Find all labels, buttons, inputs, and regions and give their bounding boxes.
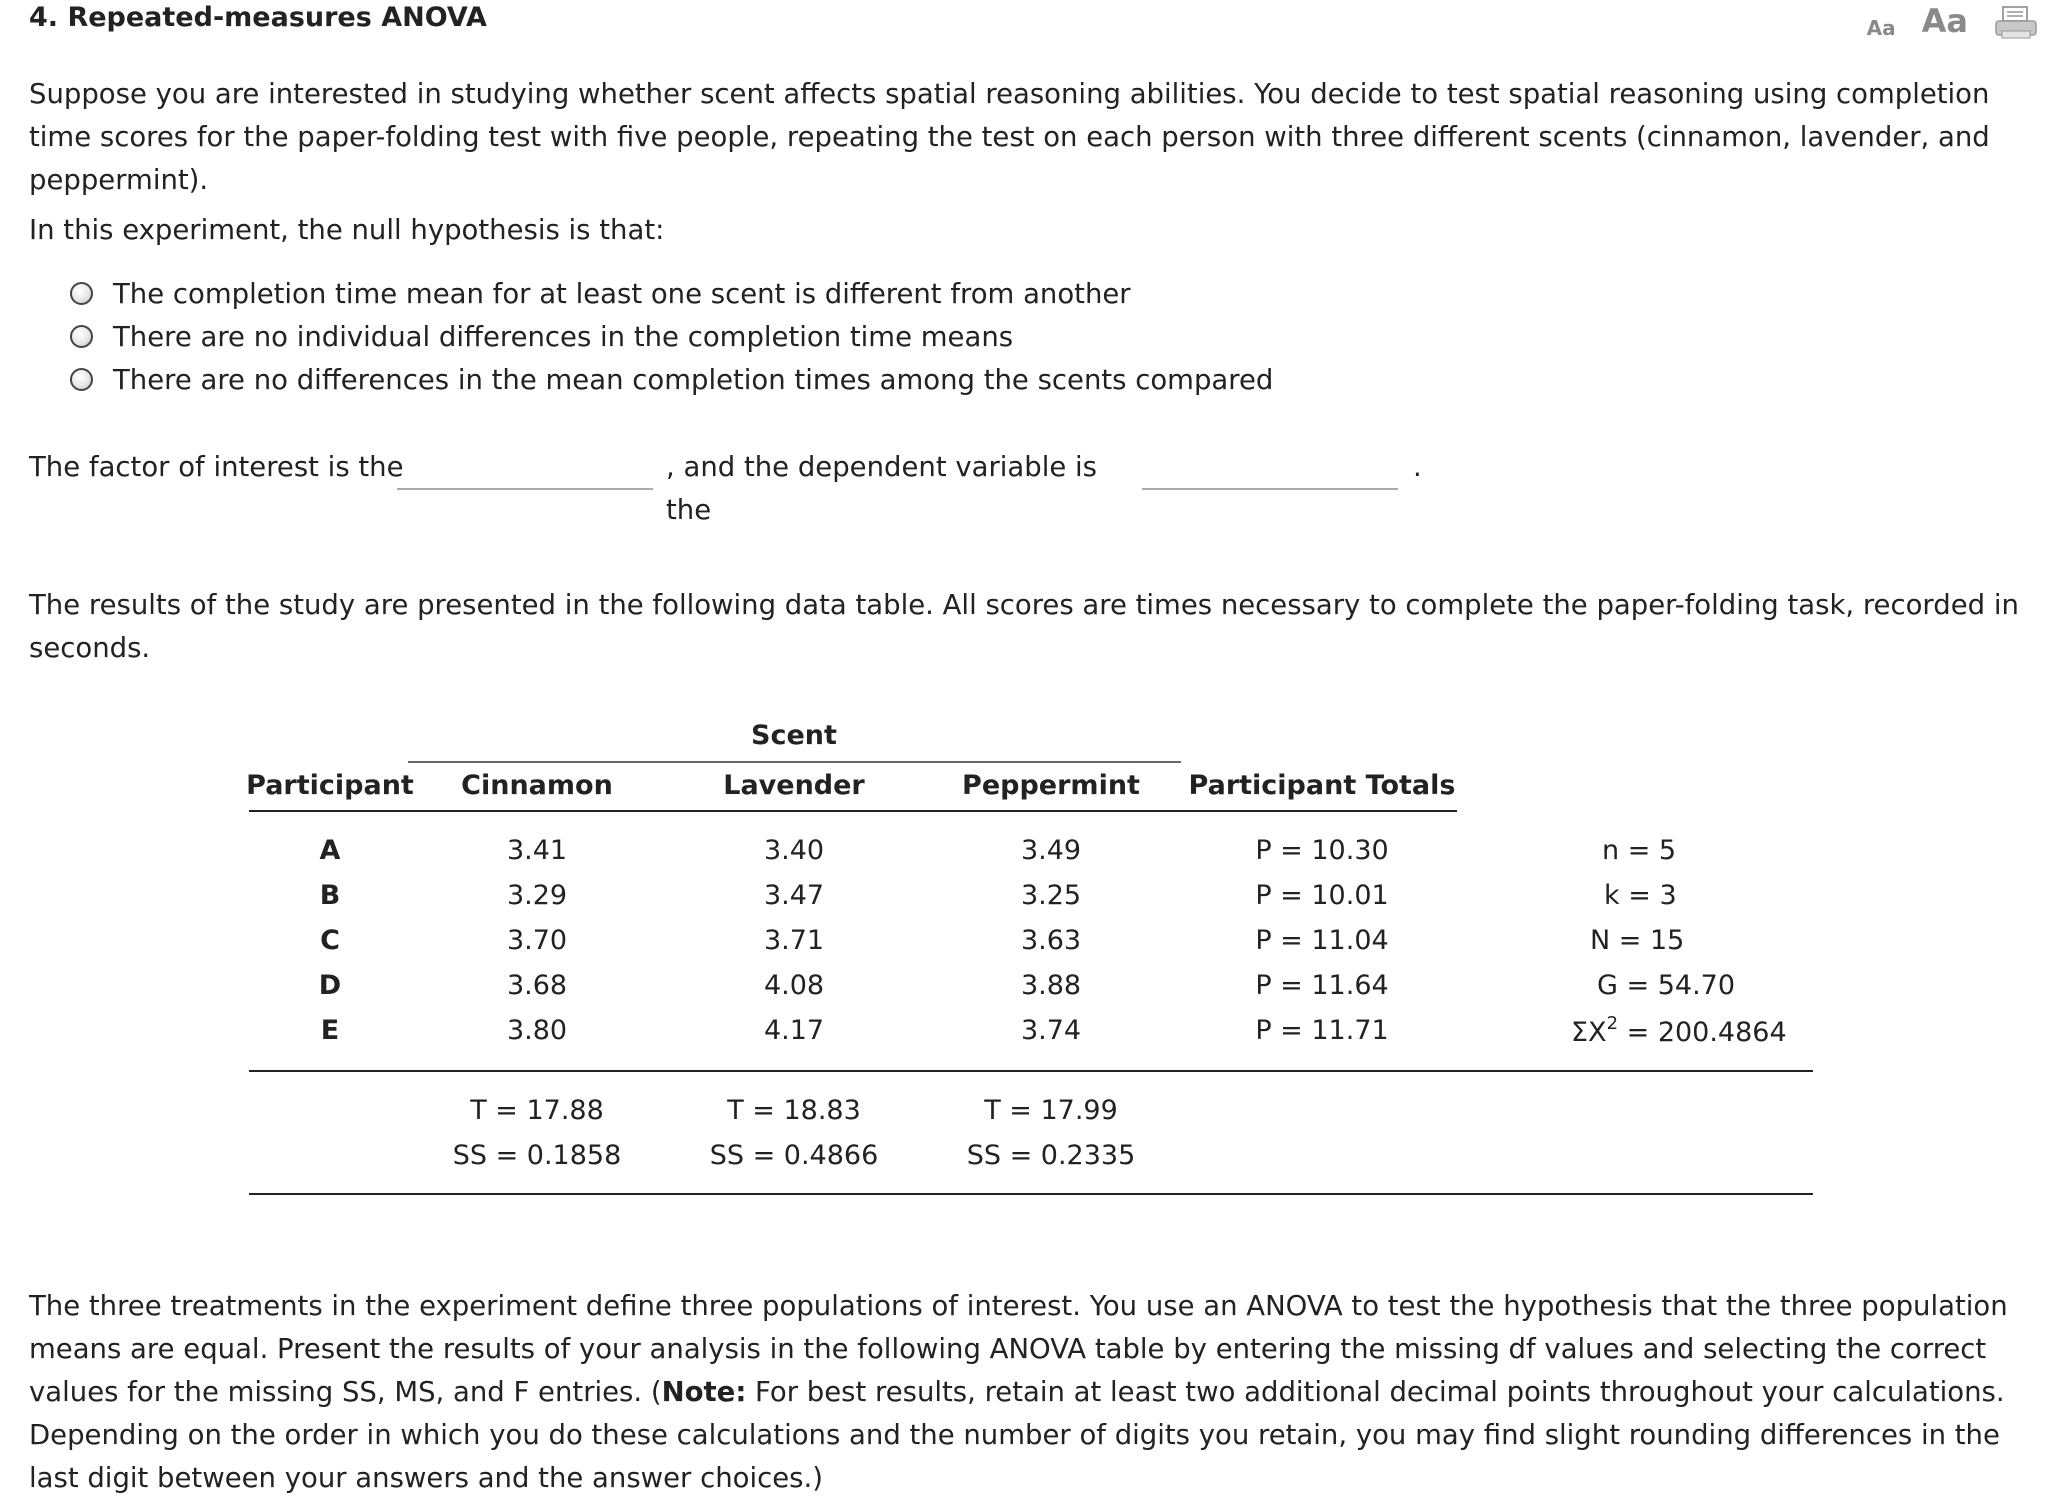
col-header-peppermint: Peppermint (962, 770, 1140, 801)
increase-text-size-button[interactable]: Aa (1921, 2, 1968, 40)
treatment-total: T = 17.88 (470, 1095, 604, 1126)
null-hypothesis-options (70, 272, 1273, 401)
col-header-cinnamon: Cinnamon (461, 770, 613, 801)
anova-instructions: The three treatments in the experiment define three populations of interest. You use an ANOVA to test the hypothesis that the three population means are equal. Present the results of your analysis in the following ANOVA table by entering the missing df values and selecting the correct values for the missing SS, MS, and F entries. (Note: For best results, retain at least two additional decimal points throughout your calculations. Depending on the order in which you do these calculations and the number of digits you retain, you may find slight rounding differences in the last digit between your answers and the answer choices.) (29, 1290, 2008, 1494)
scent-header-rule (408, 761, 1181, 763)
data-rule (249, 1070, 1813, 1072)
scent-group-header: Scent (751, 720, 837, 751)
treatment-ss: SS = 0.4866 (709, 1140, 879, 1171)
print-icon[interactable] (1994, 6, 2038, 40)
radio-button-icon[interactable] (70, 325, 93, 348)
participant-total: P = 11.04 (1255, 925, 1389, 956)
option-label: There are no individual differences in the completion time means (113, 320, 1014, 353)
null-hypothesis-prompt: In this experiment, the null hypothesis is that: (29, 214, 665, 246)
intro-paragraph: Suppose you are interested in studying whether scent affects spatial reasoning abilities. You decide to test spatial reasoning using completion time scores for the paper-folding test with five people, repeating the test on each person with three different scents (cinnamon, lavender, and peppermint). (29, 78, 1990, 196)
participant-total: P = 10.01 (1255, 880, 1389, 911)
table-cell: 3.68 (506, 970, 568, 1001)
stat-G: G = 54.70 (1597, 970, 1736, 1001)
header-rule (249, 810, 1457, 812)
null-option-3[interactable] (70, 358, 1273, 401)
table-cell: 3.88 (1020, 970, 1082, 1001)
col-header-participant: Participant (246, 770, 414, 801)
option-label: There are no differences in the mean completion times among the scents compared (113, 363, 1274, 396)
treatment-total: T = 17.99 (984, 1095, 1118, 1126)
participant-label: A (319, 835, 341, 866)
participant-label: D (318, 970, 342, 1001)
radio-button-icon[interactable] (70, 282, 93, 305)
table-cell: 3.29 (506, 880, 568, 911)
participant-label: B (319, 880, 341, 911)
table-cell: 4.08 (763, 970, 825, 1001)
participant-total: P = 10.30 (1255, 835, 1389, 866)
table-bottom-rule (249, 1193, 1813, 1195)
table-cell: 3.70 (506, 925, 568, 956)
factor-text-middle: , and the dependent variable is the (666, 451, 1097, 526)
question-title: 4. Repeated-measures ANOVA (29, 2, 487, 33)
stat-sum-x-squared: $\Sigma X^2 = 200.4864$ (1571, 1013, 1787, 1048)
null-option-1[interactable] (70, 272, 1273, 315)
dependent-variable-blank-dropdown[interactable] (1142, 458, 1398, 490)
decrease-text-size-button[interactable]: Aa (1866, 16, 1896, 40)
null-option-2[interactable] (70, 315, 1273, 358)
table-cell: 3.41 (506, 835, 568, 866)
treatment-total: T = 18.83 (727, 1095, 861, 1126)
radio-button-icon[interactable] (70, 368, 93, 391)
tool-icons (1867, 2, 2038, 40)
option-label: The completion time mean for at least one scent is different from another (113, 277, 1131, 310)
participant-label: C (320, 925, 340, 956)
participant-label: E (320, 1015, 340, 1046)
table-cell: 3.40 (763, 835, 825, 866)
table-cell: 3.71 (763, 925, 825, 956)
col-header-lavender: Lavender (723, 770, 865, 801)
stat-k: k = 3 (1604, 880, 1677, 911)
table-cell: 3.49 (1020, 835, 1082, 866)
table-cell: 3.47 (763, 880, 825, 911)
stat-n: n = 5 (1602, 835, 1677, 866)
participant-total: P = 11.64 (1255, 970, 1389, 1001)
stat-N: N = 15 (1590, 925, 1685, 956)
note-label: Note: (661, 1376, 747, 1408)
treatment-ss: SS = 0.1858 (452, 1140, 622, 1171)
factor-text-end: . (1413, 451, 1422, 483)
results-paragraph: The results of the study are presented in the following data table. All scores are times necessary to complete the paper-folding task, recorded in seconds. (29, 589, 2019, 664)
participant-total: P = 11.71 (1255, 1015, 1389, 1046)
table-cell: 3.63 (1020, 925, 1082, 956)
col-header-participant-totals: Participant Totals (1188, 770, 1456, 801)
factor-blank-dropdown[interactable] (397, 458, 653, 490)
table-cell: 3.25 (1020, 880, 1082, 911)
table-cell: 3.80 (506, 1015, 568, 1046)
treatment-ss: SS = 0.2335 (966, 1140, 1136, 1171)
factor-text-before: The factor of interest is the (29, 451, 404, 483)
table-cell: 3.74 (1020, 1015, 1082, 1046)
table-cell: 4.17 (763, 1015, 825, 1046)
